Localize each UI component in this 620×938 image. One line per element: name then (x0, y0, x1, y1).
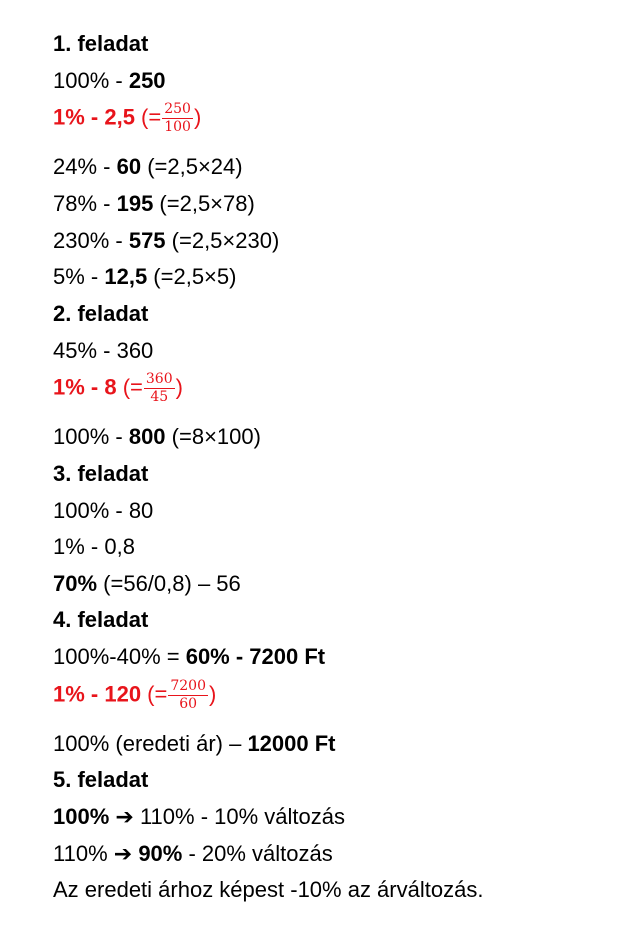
task2-line1: 45% - 360 (53, 338, 154, 363)
task5-conclusion: Az eredeti árhoz képest -10% az árváltozás. (53, 877, 484, 902)
task5-line2: 110% ➔ 90% - 20% változás (53, 841, 333, 867)
task2-line2-highlight: 1% - 8 (= $\frac{360}{45}$ ) (53, 371, 183, 405)
task4-line3: 100% (eredeti ár) – 12000 Ft (53, 731, 336, 756)
fraction: $\frac{360}{45}$ (145, 371, 173, 405)
task4-line2-highlight: 1% - 120 (= $\frac{7200}{60}$ ) (53, 678, 217, 712)
task2-line3: 100% - 800 (=8×100) (53, 424, 261, 449)
task1-line1: 100% - 250 (53, 68, 166, 93)
task3-line2: 1% - 0,8 (53, 534, 135, 559)
task1-line2-highlight: 1% - 2,5 (= $\frac{250}{100}$ ) (53, 101, 202, 135)
task2-title: 2. feladat (53, 301, 149, 326)
fraction: $\frac{7200}{60}$ (170, 678, 206, 712)
task3-title: 3. feladat (53, 461, 149, 486)
arrow-right-icon: ➔ (115, 805, 134, 830)
arrow-right-icon: ➔ (113, 842, 133, 867)
task4-line1: 100%-40% = 60% - 7200 Ft (53, 644, 326, 669)
task5-title: 5. feladat (53, 767, 149, 792)
task3-line3: 70% (=56/0,8) – 56 (53, 571, 241, 596)
task1-title: 1. feladat (53, 31, 149, 56)
task1-line3: 24% - 60 (=2,5×24) (53, 154, 243, 179)
task4-title: 4. feladat (53, 607, 149, 632)
task5-line1: 100% ➔ 110% - 10% változás (53, 804, 345, 830)
task3-line1: 100% - 80 (53, 498, 154, 523)
task1-line4: 78% - 195 (=2,5×78) (53, 191, 255, 216)
task1-line6: 5% - 12,5 (=2,5×5) (53, 264, 237, 289)
fraction: $\frac{250}{100}$ (164, 101, 191, 135)
task1-line5: 230% - 575 (=2,5×230) (53, 228, 280, 253)
